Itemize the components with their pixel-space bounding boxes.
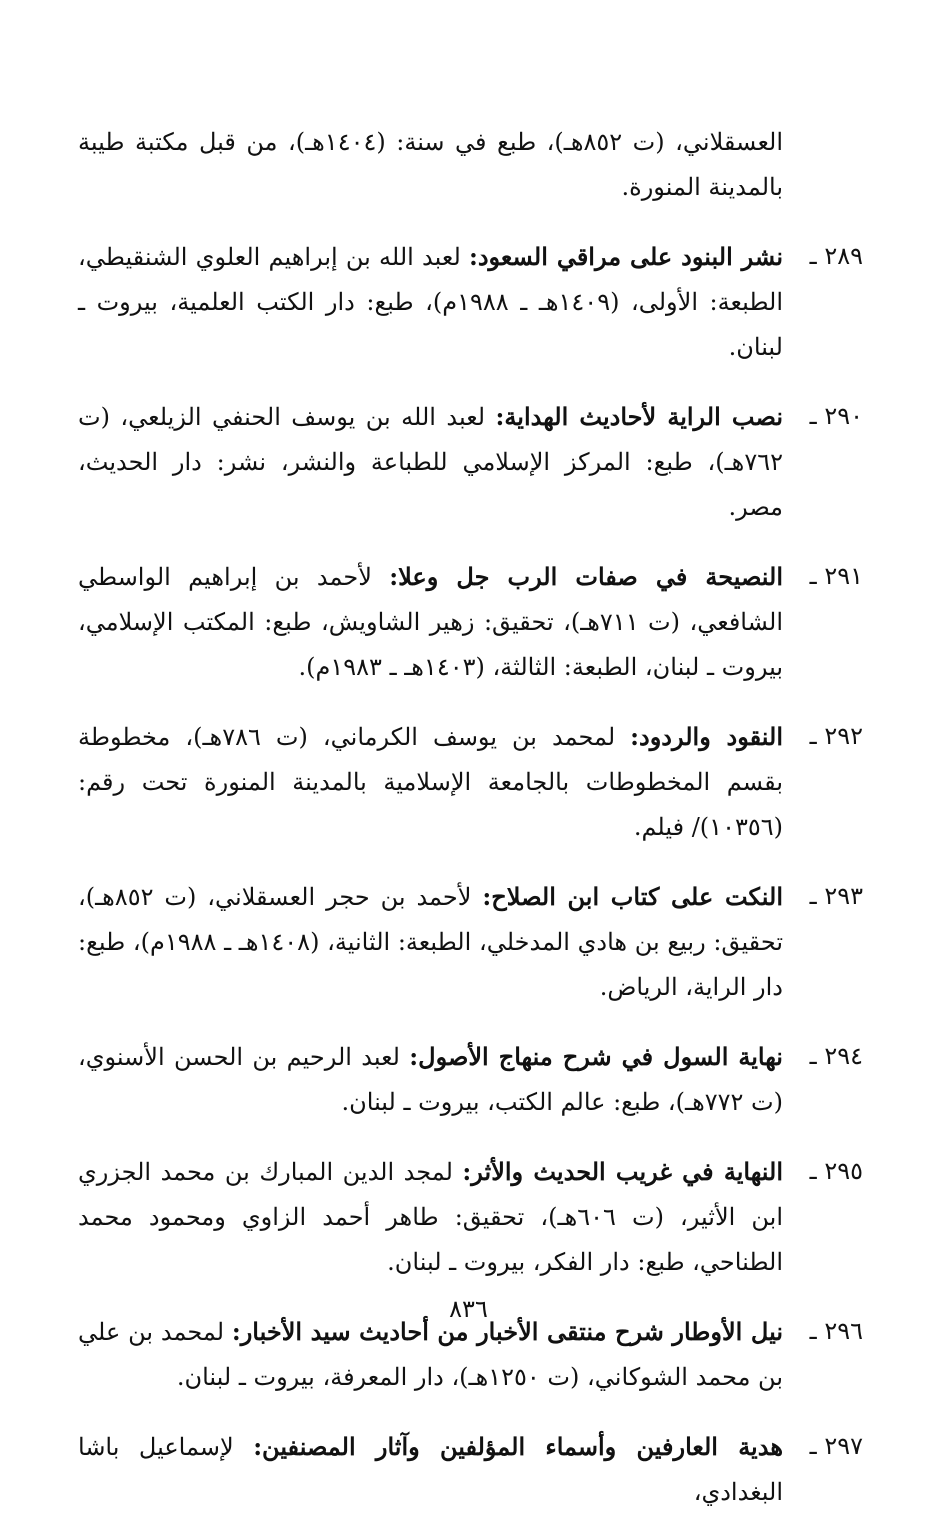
entry-title: هدية العارفين وأسماء المؤلفين وآثار المصنفين:	[253, 1432, 783, 1461]
entry-title: نيل الأوطار شرح منتقى الأخبار من أحاديث سيد الأخبار:	[231, 1317, 784, 1346]
entry-text: لمحمد بن علي بن محمد الشوكاني، (ت ١٢٥٠هـ)، دار المعرفة، بيروت ـ لبنان.	[78, 1318, 783, 1391]
entry-text: لعبد الله بن يوسف الحنفي الزيلعي، (ت ٧٦٢هـ)، طبع: المركز الإسلامي للطباعة والنشر، نشر: دار الحديث، مصر.	[78, 403, 783, 521]
bibliography-entry-292	[78, 714, 863, 850]
entry-title: النصيحة في صفات الرب جل وعلا:	[389, 562, 783, 591]
entry-text: لعبد الله بن إبراهيم العلوي الشنقيطي، الطبعة: الأولى، (١٤٠٩هـ ـ ١٩٨٨م)، طبع: دار الكتب العلمية، بيروت ـ لبنان.	[78, 243, 784, 361]
entry-title: نصب الراية لأحاديث الهداية:	[495, 402, 783, 431]
bibliography-entry-290	[78, 394, 863, 530]
bibliography-entry-293	[78, 874, 863, 1010]
entry-number: ٢٨٩ ـ	[809, 242, 863, 270]
entry-text: لإسماعيل باشا البغدادي،	[78, 1433, 783, 1506]
bibliography-entry-291	[78, 554, 863, 690]
entry-number: ٢٩٣ ـ	[809, 882, 863, 910]
entry-title: نهاية السول في شرح منهاج الأصول:	[409, 1042, 783, 1071]
bibliography-entry-295	[78, 1149, 863, 1285]
entry-text: لأحمد بن حجر العسقلاني، (ت ٨٥٢هـ)، تحقيق: ربيع بن هادي المدخلي، الطبعة: الثانية، (١٤٠٨هـ ـ ١٩٨٨م)، طبع: دار الراية، الرياض.	[78, 883, 783, 1001]
entry-title: النهاية في غريب الحديث والأثر:	[462, 1157, 784, 1186]
entry-title: نشر البنود على مراقي السعود:	[468, 242, 783, 271]
bibliography-entry-297	[78, 1424, 863, 1515]
bibliography-entry-289	[78, 234, 863, 370]
entry-number: ٢٩٧ ـ	[809, 1432, 863, 1460]
entry-text: لأحمد بن إبراهيم الواسطي الشافعي، (ت ٧١١هـ)، تحقيق: زهير الشاويش، طبع: المكتب الإسلامي، بيروت ـ لبنان، الطبعة: الثالثة، (١٤٠٣هـ ـ ١٩٨٣م).	[78, 563, 783, 681]
entry-number: ٢٩١ ـ	[809, 562, 863, 590]
entry-number: ٢٩٠ ـ	[809, 402, 863, 430]
entry-number: ٢٩٢ ـ	[809, 722, 863, 750]
page-number: ٨٣٦	[449, 1295, 488, 1323]
entry-number: ٢٩٦ ـ	[809, 1317, 863, 1345]
entry-number: ٢٩٥ ـ	[809, 1157, 863, 1185]
bibliography-entry-294	[78, 1034, 863, 1125]
entry-text: لمجد الدين المبارك بن محمد الجزري ابن الأثير، (ت ٦٠٦هـ)، تحقيق: طاهر أحمد الزاوي ومحمود محمد الطناحي، طبع: دار الفكر، بيروت ـ لبنان.	[78, 1158, 783, 1276]
continuation-paragraph: العسقلاني، (ت ٨٥٢هـ)، طبع في سنة: (١٤٠٤هـ)، من قبل مكتبة طيبة بالمدينة المنورة.	[78, 128, 784, 201]
entry-title: النكت على كتاب ابن الصلاح:	[482, 882, 784, 911]
entry-title: النقود والردود:	[630, 722, 784, 751]
entry-text: لعبد الرحيم بن الحسن الأسنوي، (ت ٧٧٢هـ)، طبع: عالم الكتب، بيروت ـ لبنان.	[78, 1043, 783, 1116]
entry-text: لمحمد بن يوسف الكرماني، (ت ٧٨٦هـ)، مخطوطة بقسم المخطوطات بالجامعة الإسلامية بالمدينة المنورة تحت رقم: (١٠٣٥٦)/ فيلم.	[78, 723, 783, 841]
entry-number: ٢٩٤ ـ	[809, 1042, 863, 1070]
